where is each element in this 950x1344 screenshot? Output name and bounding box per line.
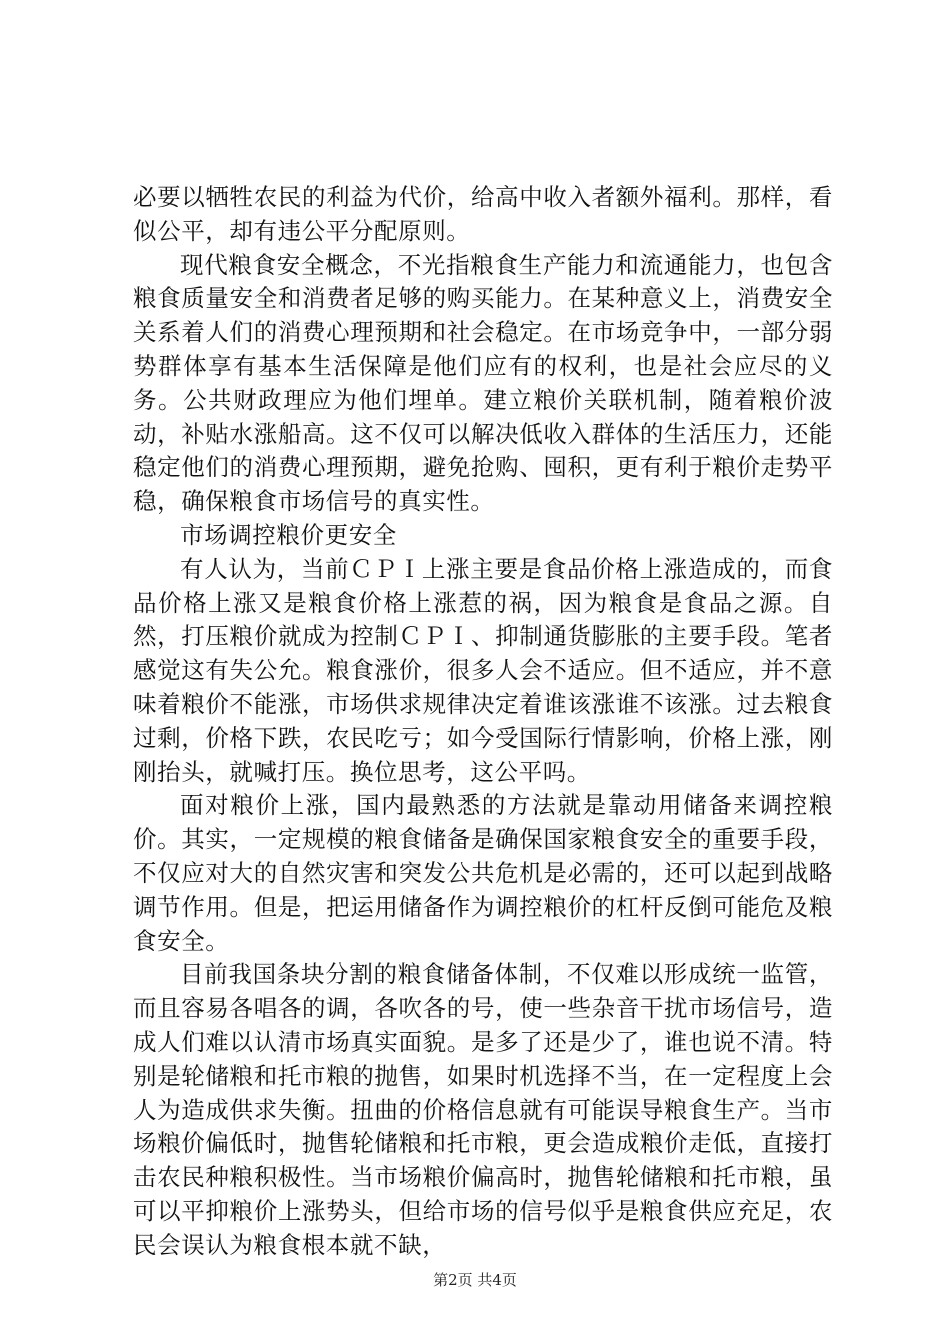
paragraph-cpi: 有人认为，当前ＣＰＩ上涨主要是食品价格上涨造成的，而食品价格上涨又是粮食价格上涨惹的祸，因为粮食是食品之源。自然，打压粮价就成为控制ＣＰＩ、抑制通货膨胀的主要手段。笔者感觉这有失公允。粮食涨价，很多人会不适应。但不适应，并不意味着粮价不能涨，市场供求规律决定着谁该涨谁不该涨。过去粮食过剩，价格下跌，农民吃亏；如今受国际行情影响，价格上涨，刚刚抬头，就喊打压。换位思考，这公平吗。 [133, 554, 833, 786]
page-number-footer: 第2页 共4页 [433, 1271, 517, 1289]
document-body [133, 181, 833, 1263]
paragraph-continuation: 必要以牺牲农民的利益为代价，给高中收入者额外福利。那样，看似公平，却有违公平分配原则。 [133, 183, 833, 245]
paragraph-food-security: 现代粮食安全概念，不光指粮食生产能力和流通能力，也包含粮食质量安全和消费者足够的购买能力。在某种意义上，消费安全关系着人们的消费心理预期和社会稳定。在市场竞争中，一部分弱势群体享有基本生活保障是他们应有的权利，也是社会应尽的义务。公共财政理应为他们埋单。建立粮价关联机制，随着粮价波动，补贴水涨船高。这不仅可以解决低收入群体的生活压力，还能稳定他们的消费心理预期，避免抢购、囤积，更有利于粮价走势平稳，确保粮食市场信号的真实性。 [133, 250, 833, 516]
paragraph-reserve-system: 目前我国条块分割的粮食储备体制，不仅难以形成统一监管，而且容易各唱各的调，各吹各的号，使一些杂音干扰市场信号，造成人们难以认清市场真实面貌。是多了还是少了，谁也说不清。特别是轮储粮和托市粮的抛售，如果时机选择不当，在一定程度上会人为造成供求失衡。扭曲的价格信息就有可能误导粮食生产。当市场粮价偏低时，抛售轮储粮和托市粮，更会造成粮价走低，直接打击农民种粮积极性。当市场粮价偏高时，抛售轮储粮和托市粮，虽可以平抑粮价上涨势头，但给市场的信号似乎是粮食供应充足，农民会误认为粮食根本就不缺， [133, 960, 833, 1259]
section-heading: 市场调控粮价更安全 [180, 520, 397, 549]
paragraph-reserves: 面对粮价上涨，国内最熟悉的方法就是靠动用储备来调控粮价。其实，一定规模的粮食储备是确保国家粮食安全的重要手段，不仅应对大的自然灾害和突发公共危机是必需的，还可以起到战略调节作用。但是，把运用储备作为调控粮价的杠杆反倒可能危及粮食安全。 [133, 791, 833, 955]
